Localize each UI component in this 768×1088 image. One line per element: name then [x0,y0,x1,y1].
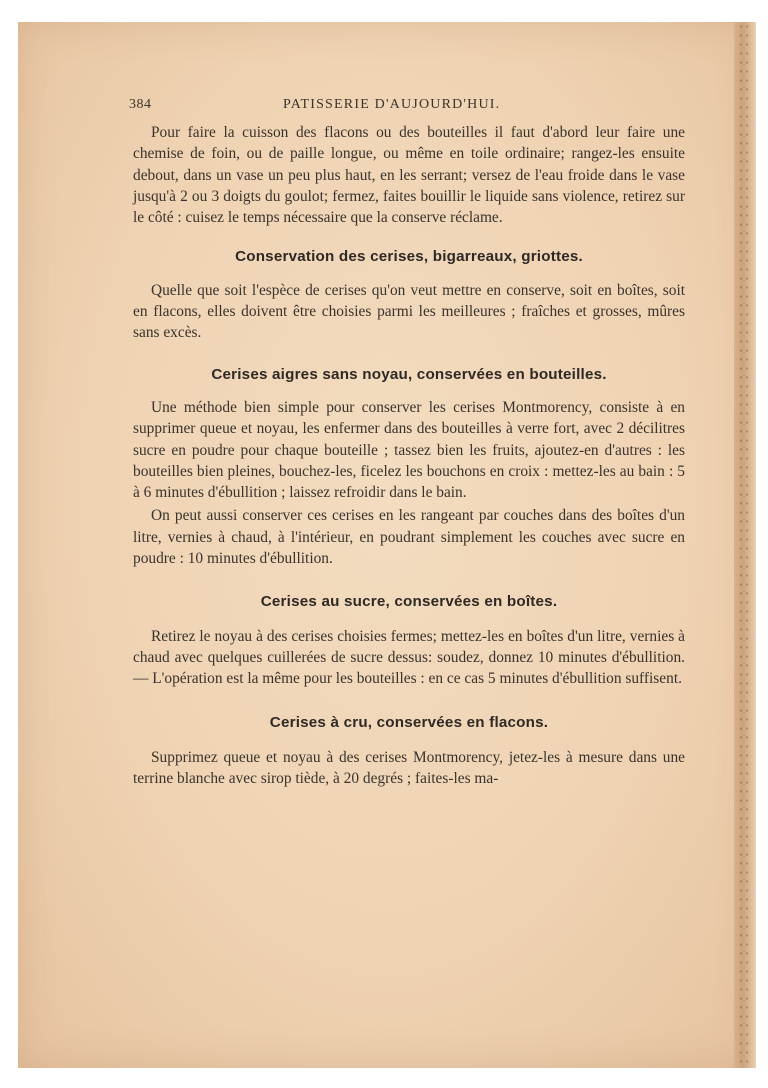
running-title: PATISSERIE D'AUJOURD'HUI. [283,97,501,112]
section-paragraph: On peut aussi conserver ces cerises en les rangeant par couches dans des boîtes d'un litre, vernies à chaud, à l'intérieur, en poudrant simplement les couches avec sucre en poudre : 10 minutes d'ébullition. [133,507,685,568]
page-edge-texture [738,22,752,1068]
section-heading-raw-cherries: Cerises à cru, conservées en flacons. [269,713,549,731]
section-heading-sour-cherries: Cerises aigres sans noyau, conservées en bouteilles. [211,365,607,383]
section-paragraph: Une méthode bien simple pour conserver les cerises Montmorency, consiste à en supprimer queue et noyau, les enfermer dans des bouteilles à verre fort, avec 2 décilitres sucre en poudre pour chaque bouteille ; tassez bien les fruits, ajoutez-en d'autres : les bouteilles bien pleines, bouchez-les, ficelez les bouchons en croix : mettez-les au bain : 5 à 6 minutes d'ébullition ; laissez refroidir dans le bain. [133,398,685,502]
intro-paragraph: Pour faire la cuisson des flacons ou des bouteilles il faut d'abord leur faire une chemise de foin, ou de paille longue, ou même en toile ordinaire; rangez-les ensuite debout, dans un vase un peu plus haut, en les serrant; versez de l'eau froide dans le vase jusqu'à 2 ou 3 doigts du goulot; fermez, faites bouillir le liquide sans violence, retirez sur le côté : cuisez le temps nécessaire que la conserve réclame. [133,124,685,227]
running-head [129,94,685,118]
section-paragraph: Quelle que soit l'espèce de cerises qu'on veut mettre en conserve, soit en boîtes, soit en flacons, elles doivent être choisies parmi les meilleures ; fraîches et grosses, mûres sans excès. [133,281,685,342]
section-paragraph: Supprimez queue et noyau à des cerises Montmorency, jetez-les à mesure dans une terrine blanche avec sirop tiède, à 20 degrés ; faites-les ma- [133,748,685,788]
section-paragraph: Retirez le noyau à des cerises choisies fermes; mettez-les en boîtes d'un litre, vernies à chaud avec quelques cuillerées de sucre dessus: soudez, donnez 10 minutes d'ébullition. — L'opération est la même pour les bouteilles : en ce cas 5 minutes d'ébullition suffisent. [133,627,685,688]
section-heading-sugar-cherries: Cerises au sucre, conservées en boîtes. [260,593,558,611]
page-text [129,94,685,789]
section-heading-cherries: Conservation des cerises, bigarreaux, griottes. [235,248,583,266]
page-number: 384 [129,97,152,112]
